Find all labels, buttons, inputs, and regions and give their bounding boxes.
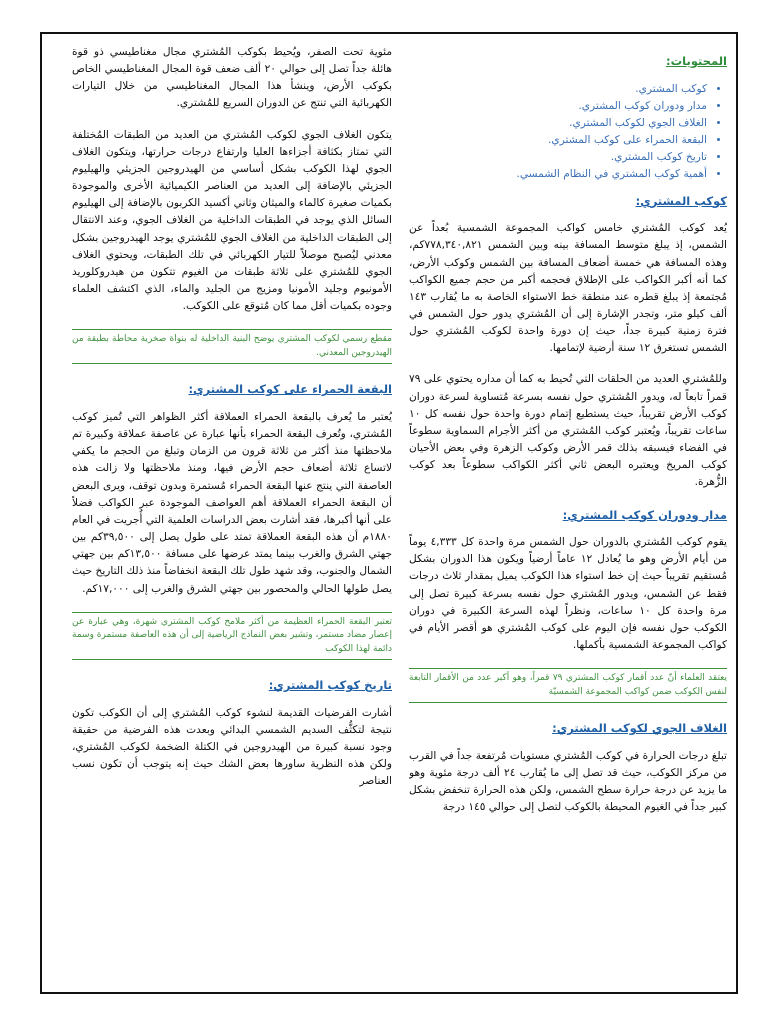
pull-quote: تعتبر البقعة الحمراء العظيمة من أكثر ملامح كوكب المشتري شهرة، وهي عبارة عن إعصار مضاد مستمر، وتشير بعض النماذج الرياضية إلى أن هذه العاصفة مستمرة وسمة دائمة لهذا الكوكب (72, 612, 392, 661)
paragraph: يُعتبر ما يُعرف بالبقعة الحمراء العملاقة أكثر الظواهر التي تُميز كوكب المُشتري، وتُعرف البقعة الحمراء بأنها عبارة عن عاصفة عملاقة وكبيرة تم ملاحظتها منذ أكثر من ثلاثة قرون من الزمان وتبلغ من الحجم ما يكفي لاتساع ثلاثة أضعاف حجم الأرض فيها، ومنذ ملاحظتها ولا زالت هذه العاصفة التي ينتج عنها البقعة الحمراء مُستمرة وبدون توقف، ويرى البعض أن البقعة الحمراء العملاقة أهم العواصف الموجودة عبر الكواكب فضلاً على أنها أكبرها، فقد أشارت بعض الدراسات العلمية التي أُجريت في العام ١٨٨٠م أن هذه البقعة العملاقة تمتد على طول يصل إلى ٣٩,٥٠٠كم بين جهتي الشرق والغرب بينما يمتد عرضها على مسافة ١٣,٥٠٠كم بين جهتي الشمال والجنوب، وقد شهد طول تلك البقعة انخفاضاً منذ ذلك التاريخ حيث يصل طولها الحالي والمحصور بين جهتي الشرق والغرب إلى ١٧,٠٠٠كم. (72, 410, 392, 595)
toc-item[interactable]: • الغلاف الجوي لكوكب المشتري. (409, 115, 707, 132)
right-column (409, 44, 727, 988)
table-of-contents (409, 81, 727, 184)
paragraph: يُعد كوكب المُشتري خامس كواكب المجموعة الشمسية بُعداً عن الشمس، إذ يبلغ متوسط المسافة بينه وبين الشمس ٧٧٨,٣٤٠,٨٢١كم، وهذه المسافة هي خمسة أضعاف المسافة بين الشمس وكوكب الأرض، كما أنه أكبر الكواكب على الإطلاق فحجمه أكبر من حجم جميع الكواكب مُجتمعة إذ يبلغ قطره عند منطقة خط الاستواء الخاصة به ما يُقارب ١٤٣ ألف كيلو متر، وتجدر الإشارة إلى أن المُشتري يدور حول الشمس في فترة زمنية كبيرة جداً، حيث إن دورة واحدة لكوكب المُشتري حول الشمس تستغرق ١٢ سنة أرضية لإتمامها. (409, 222, 727, 355)
pull-quote: مقطع رسمي لكوكب المشتري يوضح البنية الداخلية له بنواة صخرية محاطة بطبقة من الهيدروجين المعدني. (72, 329, 392, 364)
section-heading-history: تاريخ كوكب المشتري: (268, 678, 392, 693)
paragraph: مئوية تحت الصفر، ويُحيط بكوكب المُشتري مجال مغناطيسي ذو قوة هائلة جداً تصل إلى حوالي ٢٠ ألف ضعف قوة المجال المغناطيسي الخاص بكوكب الأرض، وينشأ هذا المجال المغناطيسي من خلال التيارات الكهربائية التي تنتج عن الدوران السريع للمُشتري. (72, 46, 392, 110)
toc-item[interactable]: • أهمية كوكب المشتري في النظام الشمسي. (409, 166, 707, 183)
paragraph: أشارت الفرضيات القديمة لنشوء كوكب المُشتري إلى أن الكوكب تكون نتيجة لتكثُّف السديم الشمسي البدائي وبعدت هذه الفرضية من حقيقة وجود نسبة كبيرة من الهيدروجين في الكتلة الضخمة لكوكب المُشتري، ولكن هذه النظرية ساورها بعض الشك حيث إنه يتوجب أن تكون نسب العناصر (72, 706, 392, 788)
toc-item[interactable]: • مدار ودوران كوكب المشتري. (409, 98, 707, 115)
pull-quote: يعتقد العلماء أنّ عدد أقمار كوكب المشتري ٧٩ قمراً، وهو أكبر عدد من الأقمار التابعة لنفس الكوكب ضمن كواكب المجموعة الشمسيّة (409, 668, 727, 703)
paragraph: وللمُشتري العديد من الحلقات التي تُحيط به كما أن مداره يحتوي على ٧٩ قمراً تابعاً له، ويدور المُشتري حول نفسه بسرعة مُتساوية لسرعة دوران كوكب الأرض تقريباً، حيث يستطيع إتمام دورة واحدة حول نفسه كل ١٠ ساعات تقريباً، ويُعتبر كوكب المُشتري من أكثر الأجرام السماوية سطوعاً في الفضاء فيسبقه بذلك قمر الأرض وكوكب الزهرة وفي بعض الأحيان كوكب المريخ ويعتبره البعض ثاني أكثر الكواكب سطوعاً بعد كوكب الزُّهرة. (409, 373, 727, 489)
document-page (40, 32, 738, 994)
toc-item[interactable]: • تاريخ كوكب المشتري. (409, 149, 707, 166)
toc-item[interactable]: • البقعة الحمراء على كوكب المشتري. (409, 132, 707, 149)
section-heading-atmosphere: الغلاف الجوي لكوكب المشتري: (552, 721, 727, 736)
paragraph: يقوم كوكب المُشتري بالدوران حول الشمس مرة واحدة كل ٤,٣٣٣ يوماً من أيام الأرض وهو ما يُعادل ١٢ عاماً أرضياً ويكون هذا الدوران بشكل مُستقيم تقريباً حيث إن خط استواء هذا الكوكب يميل بمقدار ثلاث درجات فقط عن الشمس، ويدور المُشتري حول نفسه بسرعة كبيرة تصل إلى مرة واحدة كل ١٠ ساعات، ونظراً لهذه السرعة الكبيرة في دوران الكوكب حول نفسه فإن اليوم على كوكب المُشتري هو أقصر الأيام في كواكب المجموعة الشمسية بأكملها. (409, 536, 727, 652)
toc-title: المحتويات: (666, 54, 727, 68)
section-heading-red-spot: البقعة الحمراء على كوكب المشتري: (188, 382, 392, 397)
left-column (72, 44, 392, 988)
paragraph: تبلغ درجات الحرارة في كوكب المُشتري مستويات مُرتفعة جداً في القرب من مركز الكوكب، حيث قد تصل إلى ما يُقارب ٢٤ ألف درجة مئوية وهو ما يزيد عن درجة حرارة سطح الشمس، ولكن هذه الحرارة تنخفض بشكل كبير جداً في الغيوم المحيطة بالكوكب لتصل إلى حوالي ١٤٥ درجة (409, 749, 727, 814)
toc-item[interactable]: • كوكب المشتري. (409, 81, 707, 98)
paragraph: يتكون الغلاف الجوي لكوكب المُشتري من العديد من الطبقات المُختلفة التي تمتاز بكثافة أجزاءها العليا وارتفاع درجات حرارتها، ويتكون الغلاف الجوي لهذا الكوكب بشكل أساسي من الهيدروجين الجزيئي والهيليوم الجزيئي بالإضافة إلى العديد من العناصر الكيميائية الأخرى والموجودة بكميات صغيرة كالماء والميثان وثاني أكسيد الكربون بالإضافة إلى الهيليوم السائل الذي يوجد في الطبقات الداخلية من الغلاف الجوي، وعند الانتقال إلى الطبقات الداخلية من الغلاف الجوي للمُشتري يوجد الهيدروجين بشكل معدني ليُصبح موصلاً للتيار الكهربائي في تلك الطبقات، ويحتوي الغلاف الجوي للمُشتري على ثلاثة طبقات من الغيوم تتكون من هيدروكلوريد الأمونيوم وجليد الأمونيا ومزيج من الجليد والماء، الذي اكتشف العلماء وجوده بكميات أقل مما كان مُتوقع على الكوكب. (72, 128, 392, 313)
section-heading-jupiter: كوكب المشتري: (635, 193, 727, 208)
section-heading-orbit: مدار ودوران كوكب المشتري: (562, 507, 727, 522)
